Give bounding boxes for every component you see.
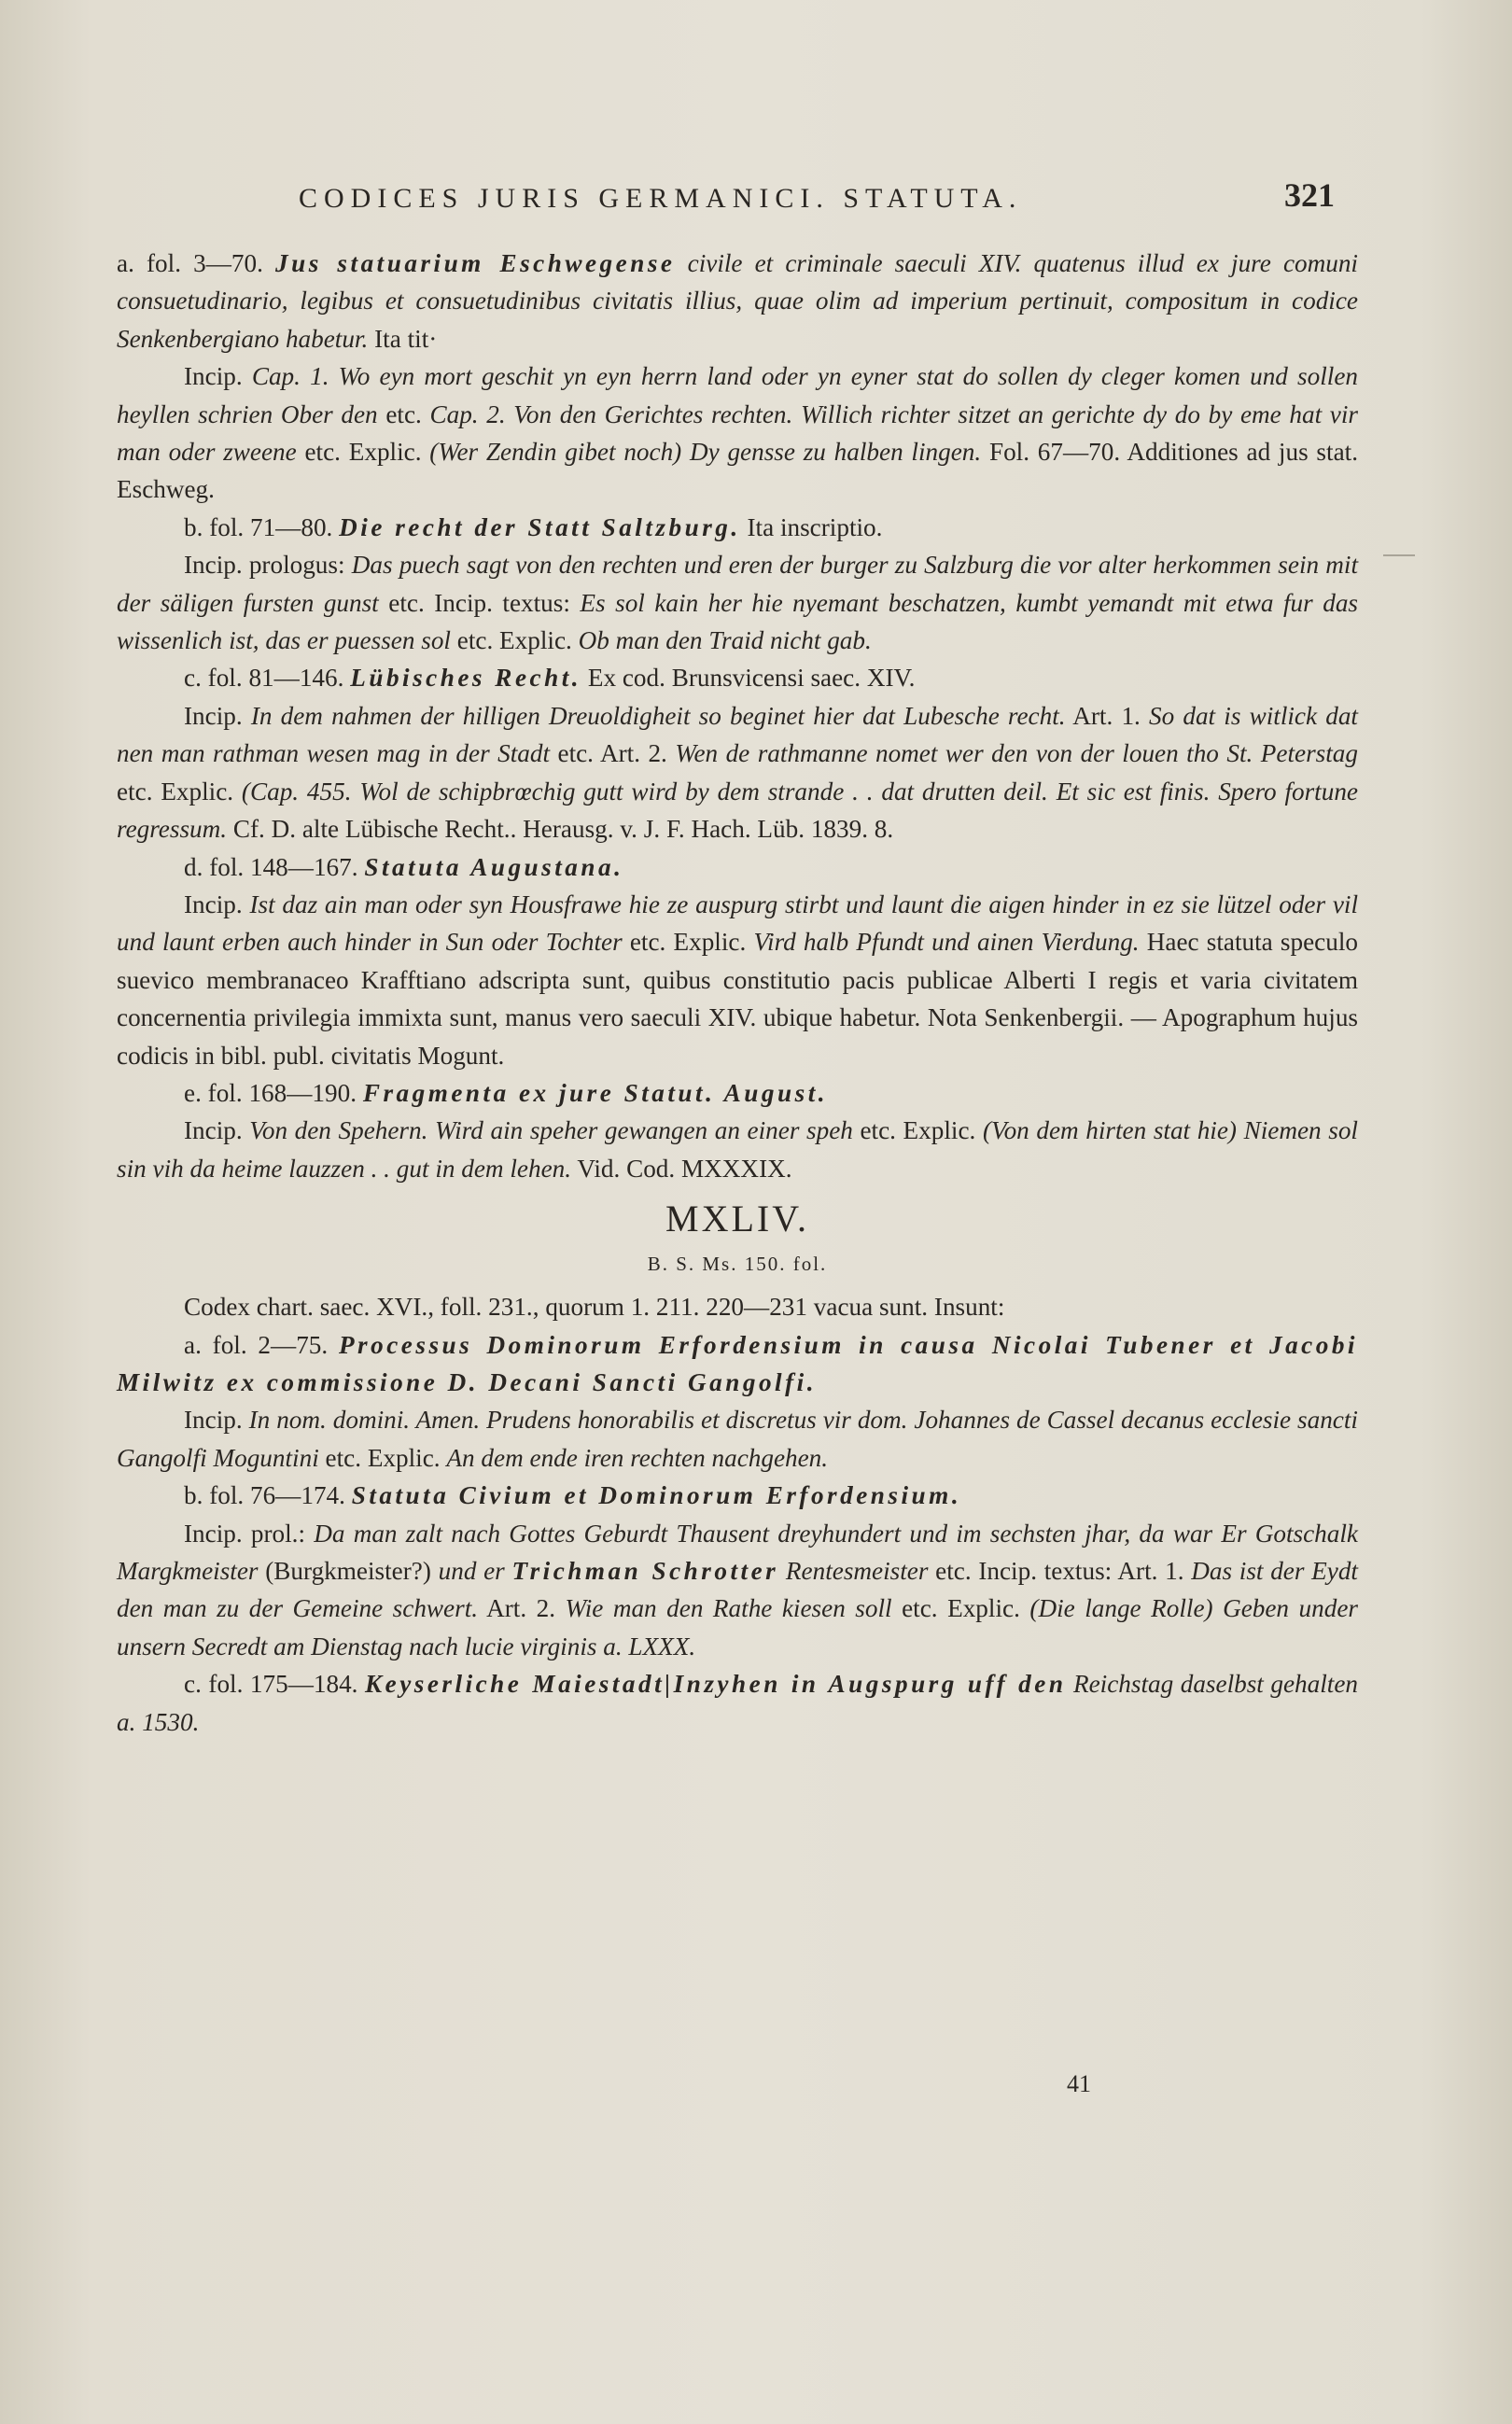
running-head [299,175,1344,220]
entry-d-heading: d. fol. 148—167. Statuta Augustana. [184,852,624,881]
codex-item-c-heading: c. fol. 175—184. Keyserliche Maiestadt|Inzyhen in Augspurg uff den Reichstag daselbst gehalten a. 1530. [117,1670,1358,1736]
codex-shelfmark: B. S. Ms. 150. fol. [647,1253,828,1276]
codex-item-a-heading: a. fol. 2—75. Processus Dominorum Erfordensium in causa Nicolai Tubener et Jacobi Milwitz ex commissione D. Decani Sancti Gangolfi. [117,1330,1358,1396]
codex-intro: Codex chart. saec. XVI., foll. 231., quorum 1. 211. 220—231 vacua sunt. Insunt: [184,1293,1005,1322]
margin-mark [1383,554,1415,556]
codex-item-b-incipit: Incip. prol.: Da man zalt nach Gottes Geburdt Thausent dreyhundert und im sechsten jhar, da war Er Gotschalk Margkmeister (Burgkmeister?) und er Trichman Schrotter Rentesmeister etc. Incip. textus: Art. 1. Das ist der Eydt den man zu der Gemeine schwert. Art. 2. Wie man den Rathe kiesen soll etc. Explic. (Die lange Rolle) Geben under unsern Secredt am Dienstag nach lucie virginis a. LXXX. [117,1519,1358,1660]
body-text [117,245,1358,1741]
running-title: CODICES JURIS GERMANICI. STATUTA. [299,183,1023,214]
entry-e-heading: e. fol. 168—190. Fragmenta ex jure Statut. August. [184,1078,829,1107]
entry-e-incipit: Incip. Von den Spehern. Wird ain speher gewangen an einer speh etc. Explic. (Von dem hirten stat hie) Niemen sol sin vih da heime lauzzen . . gut in dem lehen. Vid. Cod. MXXXIX. [117,1116,1358,1183]
entry-b-heading: b. fol. 71—80. Die recht der Statt Saltzburg. Ita inscriptio. [184,512,883,541]
page-number: 321 [1284,176,1335,214]
entry-b-incipit: Incip. prologus: Das puech sagt von den rechten und eren der burger zu Salzburg die vor alter herkommen sein mit der säligen fursten gunst etc. Incip. textus: Es sol kain her hie nyemant beschatzen, kumbt yemandt mit etwa fur das wissenlich ist, das er puessen sol etc. Explic. Ob man den Traid nicht gab. [117,551,1359,655]
codex-item-a-incipit: Incip. In nom. domini. Amen. Prudens honorabilis et discretus vir dom. Johannes de Cassel decanus ecclesie sancti Gangolfi Moguntini etc. Explic. An dem ende iren rechten nachgehen. [117,1406,1358,1472]
entry-a-heading: a. fol. 3—70. Jus statuarium Eschwegense civile et criminale saeculi XIV. quatenus illud ex jure comuni consuetudinario, legibus et consuetudinibus civitatis illius, quae olim ad imperium pertinuit, compositum in codice Senkenbergiano habetur. Ita tit· [117,249,1358,353]
codex-item-b-heading: b. fol. 76—174. Statuta Civium et Dominorum Erfordensium. [184,1481,962,1510]
codex-number: MXLIV. [665,1198,809,1240]
entry-c-heading: c. fol. 81—146. Lübisches Recht. Ex cod. Brunsvicensi saec. XIV. [184,664,916,693]
entry-d-incipit: Incip. Ist daz ain man oder syn Housfrawe hie ze auspurg stirbt und launt die aigen hinder in ez sie lützel oder vil und launt erben auch hinder in Sun oder Tochter etc. Explic. Vird halb Pfundt und ainen Vierdung. Haec statuta speculo suevico membranaceo Krafftiano adscripta sunt, quibus constitutio pacis publicae Alberti I regis et varia civitatem concernentia privilegia immixta sunt, manus vero saeculi XIV. ubique habetur. Nota Senkenbergii. — Apographum hujus codicis in bibl. publ. civitatis Mogunt. [117,890,1358,1070]
signature-mark: 41 [1067,2070,1091,2097]
entry-c-incipit: Incip. In dem nahmen der hilligen Dreuoldigheit so beginet hier dat Lubesche recht. Art. 1. So dat is witlick dat nen man rathman wesen mag in der Stadt etc. Art. 2. Wen de rathmanne nomet wer den von der louen tho St. Peterstag etc. Explic. (Cap. 455. Wol de schipbrœchig gutt wird by dem strande . . dat drutten deil. Et sic est finis. Spero fortune regressum. Cf. D. alte Lübische Recht.. Herausg. v. J. F. Hach. Lüb. 1839. 8. [117,701,1358,844]
entry-a-incipit: Incip. Cap. 1. Wo eyn mort geschit yn eyn herrn land oder yn eyner stat do sollen dy cleger komen und sollen heyllen schrien Ober den etc. Cap. 2. Von den Gerichtes rechten. Willich richter sitzet an gerichte dy do by eme hat vir man oder zweene etc. Explic. (Wer Zendin gibet noch) Dy gensse zu halben lingen. Fol. 67—70. Additiones ad jus stat. Eschweg. [117,362,1358,504]
